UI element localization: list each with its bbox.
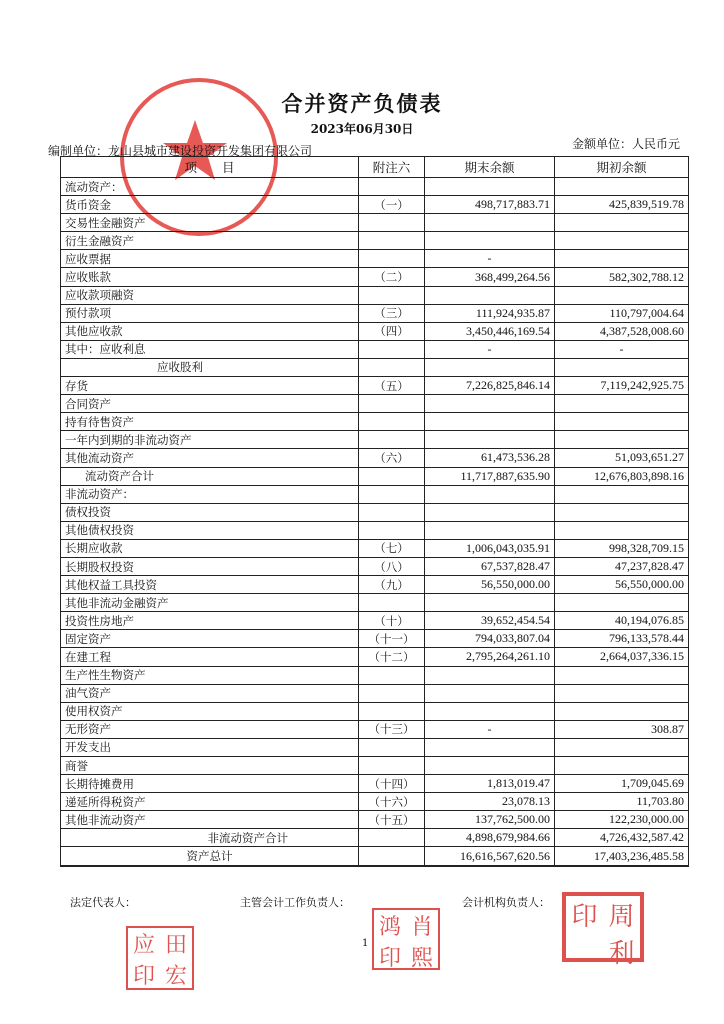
col-header-item: 项 目 [61, 157, 359, 178]
row-begin-balance [555, 395, 689, 413]
row-begin-balance: 11,703.80 [555, 793, 689, 811]
table-row [61, 630, 689, 648]
row-note-ref: （四） [359, 322, 425, 340]
row-item-label: 非流动资产合计 [61, 829, 359, 847]
row-note-ref: （二） [359, 268, 425, 286]
row-begin-balance: - [555, 340, 689, 358]
row-note-ref [359, 358, 425, 376]
stamp-char: 田 [164, 933, 187, 958]
row-item-label: 应收票据 [61, 250, 359, 268]
row-end-balance: 39,652,454.54 [425, 612, 555, 630]
row-note-ref: （十） [359, 612, 425, 630]
row-item-label: 应收账款 [61, 268, 359, 286]
row-note-ref: （十四） [359, 775, 425, 793]
row-end-balance: 7,226,825,846.14 [425, 377, 555, 395]
row-end-balance: - [425, 720, 555, 738]
row-end-balance [425, 178, 555, 196]
accounting-head-stamp [372, 908, 440, 970]
table-row [61, 648, 689, 666]
currency-unit: 金额单位：人民币元 [571, 137, 680, 151]
row-begin-balance: 4,387,528,008.60 [555, 322, 689, 340]
row-end-balance: 3,450,446,169.54 [425, 322, 555, 340]
row-end-balance [425, 684, 555, 702]
table-row [61, 576, 689, 594]
row-begin-balance [555, 250, 689, 268]
row-item-label: 固定资产 [61, 630, 359, 648]
table-row [61, 539, 689, 557]
row-item-label: 其他非流动金融资产 [61, 594, 359, 612]
row-begin-balance: 17,403,236,485.58 [555, 847, 689, 866]
accounting-dept-label: 会计机构负责人： [462, 896, 550, 909]
row-begin-balance [555, 702, 689, 720]
row-end-balance [425, 395, 555, 413]
row-begin-balance: 12,676,803,898.16 [555, 467, 689, 485]
col-header-note: 附注六 [359, 157, 425, 178]
row-end-balance: 111,924,935.87 [425, 304, 555, 322]
table-row [61, 775, 689, 793]
stamp-char: 周 [608, 902, 635, 932]
row-item-label: 预付款项 [61, 304, 359, 322]
table-row [61, 847, 689, 866]
row-begin-balance [555, 286, 689, 304]
table-row [61, 178, 689, 196]
row-end-balance: - [425, 340, 555, 358]
table-row [61, 793, 689, 811]
row-begin-balance [555, 521, 689, 539]
row-note-ref: （一） [359, 196, 425, 214]
row-end-balance: 794,033,807.04 [425, 630, 555, 648]
table-row [61, 684, 689, 702]
row-note-ref: （十六） [359, 793, 425, 811]
row-note-ref [359, 413, 425, 431]
row-end-balance: 16,616,567,620.56 [425, 847, 555, 866]
row-begin-balance [555, 684, 689, 702]
row-note-ref [359, 395, 425, 413]
row-item-label: 债权投资 [61, 503, 359, 521]
table-row [61, 757, 689, 775]
row-end-balance: 498,717,883.71 [425, 196, 555, 214]
table-row [61, 449, 689, 467]
row-end-balance: 2,795,264,261.10 [425, 648, 555, 666]
row-note-ref [359, 757, 425, 775]
table-row [61, 413, 689, 431]
table-row [61, 594, 689, 612]
accounting-head-label: 主管会计工作负责人： [240, 896, 350, 909]
row-item-label: 其中：应收利息 [61, 340, 359, 358]
row-note-ref [359, 286, 425, 304]
row-begin-balance [555, 232, 689, 250]
row-end-balance [425, 738, 555, 756]
row-note-ref: （七） [359, 539, 425, 557]
accounting-dept-stamp [562, 892, 644, 969]
row-begin-balance: 51,093,651.27 [555, 449, 689, 467]
compiler-unit: 编制单位：龙山县城市建设投资开发集团有限公司 [48, 144, 313, 158]
row-begin-balance [555, 666, 689, 684]
table-row [61, 521, 689, 539]
table-row [61, 467, 689, 485]
row-end-balance: 137,762,500.00 [425, 811, 555, 829]
table-header-row [61, 157, 689, 178]
legal-rep-label: 法定代表人： [70, 896, 136, 909]
stamp-char: 印 [132, 964, 155, 989]
row-note-ref [359, 232, 425, 250]
row-item-label: 资产总计 [61, 847, 359, 866]
stamp-char: 印 [378, 946, 401, 971]
row-begin-balance [555, 214, 689, 232]
table-row [61, 720, 689, 738]
table-row [61, 557, 689, 575]
row-end-balance [425, 214, 555, 232]
row-item-label: 使用权资产 [61, 702, 359, 720]
row-note-ref [359, 250, 425, 268]
row-note-ref: （三） [359, 304, 425, 322]
row-item-label: 衍生金融资产 [61, 232, 359, 250]
balance-sheet-table [60, 156, 689, 867]
table-row [61, 738, 689, 756]
row-end-balance: 4,898,679,984.66 [425, 829, 555, 847]
table-row [61, 286, 689, 304]
row-begin-balance: 308.87 [555, 720, 689, 738]
table-row [61, 666, 689, 684]
table-row [61, 304, 689, 322]
row-end-balance: 61,473,536.28 [425, 449, 555, 467]
row-begin-balance: 425,839,519.78 [555, 196, 689, 214]
row-begin-balance: 122,230,000.00 [555, 811, 689, 829]
table-row [61, 829, 689, 847]
row-item-label: 存货 [61, 377, 359, 395]
row-begin-balance [555, 178, 689, 196]
table-row [61, 702, 689, 720]
row-begin-balance: 1,709,045.69 [555, 775, 689, 793]
row-begin-balance: 4,726,432,587.42 [555, 829, 689, 847]
row-item-label: 流动资产合计 [61, 467, 359, 485]
row-begin-balance: 2,664,037,336.15 [555, 648, 689, 666]
row-end-balance [425, 431, 555, 449]
row-item-label: 应收股利 [61, 358, 359, 376]
page-number: 1 [362, 938, 369, 949]
row-note-ref [359, 214, 425, 232]
row-item-label: 一年内到期的非流动资产 [61, 431, 359, 449]
row-end-balance: 23,078.13 [425, 793, 555, 811]
row-item-label: 非流动资产： [61, 485, 359, 503]
row-item-label: 持有待售资产 [61, 413, 359, 431]
page-title: 合并资产负债表 [281, 91, 443, 116]
stamp-char: 鸿 [378, 915, 401, 940]
row-note-ref [359, 847, 425, 866]
row-end-balance: 56,550,000.00 [425, 576, 555, 594]
table-row [61, 232, 689, 250]
row-note-ref: （十二） [359, 648, 425, 666]
stamp-char: 熙 [410, 946, 433, 971]
row-begin-balance: 796,133,578.44 [555, 630, 689, 648]
row-end-balance: 67,537,828.47 [425, 557, 555, 575]
row-end-balance: 11,717,887,635.90 [425, 467, 555, 485]
row-note-ref: （十一） [359, 630, 425, 648]
row-item-label: 在建工程 [61, 648, 359, 666]
row-note-ref [359, 467, 425, 485]
row-begin-balance: 110,797,004.64 [555, 304, 689, 322]
row-end-balance [425, 521, 555, 539]
row-item-label: 其他债权投资 [61, 521, 359, 539]
row-note-ref: （十三） [359, 720, 425, 738]
row-begin-balance: 998,328,709.15 [555, 539, 689, 557]
row-item-label: 其他权益工具投资 [61, 576, 359, 594]
row-note-ref [359, 521, 425, 539]
table-row [61, 395, 689, 413]
row-item-label: 油气资产 [61, 684, 359, 702]
col-header-end-balance: 期末余额 [425, 157, 555, 178]
row-item-label: 开发支出 [61, 738, 359, 756]
row-begin-balance [555, 594, 689, 612]
row-item-label: 长期应收款 [61, 539, 359, 557]
row-begin-balance [555, 503, 689, 521]
row-begin-balance [555, 413, 689, 431]
row-end-balance [425, 286, 555, 304]
row-item-label: 生产性生物资产 [61, 666, 359, 684]
row-item-label: 递延所得税资产 [61, 793, 359, 811]
row-end-balance [425, 666, 555, 684]
row-item-label: 商誉 [61, 757, 359, 775]
row-note-ref [359, 829, 425, 847]
row-begin-balance: 40,194,076.85 [555, 612, 689, 630]
row-note-ref [359, 503, 425, 521]
row-begin-balance [555, 358, 689, 376]
table-row [61, 503, 689, 521]
row-end-balance [425, 485, 555, 503]
row-item-label: 应收款项融资 [61, 286, 359, 304]
row-begin-balance: 7,119,242,925.75 [555, 377, 689, 395]
row-begin-balance [555, 431, 689, 449]
row-item-label: 货币资金 [61, 196, 359, 214]
row-item-label: 投资性房地产 [61, 612, 359, 630]
row-note-ref: （十五） [359, 811, 425, 829]
table-row [61, 214, 689, 232]
row-note-ref [359, 340, 425, 358]
row-end-balance [425, 594, 555, 612]
row-begin-balance [555, 738, 689, 756]
row-note-ref: （五） [359, 377, 425, 395]
row-begin-balance: 47,237,828.47 [555, 557, 689, 575]
table-row [61, 250, 689, 268]
table-row [61, 322, 689, 340]
table-row [61, 340, 689, 358]
row-end-balance: 1,813,019.47 [425, 775, 555, 793]
row-end-balance [425, 757, 555, 775]
row-note-ref: （九） [359, 576, 425, 594]
row-begin-balance [555, 757, 689, 775]
row-end-balance: 1,006,043,035.91 [425, 539, 555, 557]
row-item-label: 其他流动资产 [61, 449, 359, 467]
row-end-balance: 368,499,264.56 [425, 268, 555, 286]
row-note-ref [359, 485, 425, 503]
table-row [61, 377, 689, 395]
row-end-balance [425, 413, 555, 431]
row-note-ref [359, 594, 425, 612]
report-date: 2023年06月30日 [310, 122, 414, 136]
row-end-balance [425, 358, 555, 376]
row-end-balance [425, 702, 555, 720]
row-item-label: 交易性金融资产 [61, 214, 359, 232]
row-note-ref [359, 178, 425, 196]
row-note-ref [359, 684, 425, 702]
stamp-char: 印 [571, 902, 598, 932]
row-item-label: 其他非流动资产 [61, 811, 359, 829]
row-item-label: 长期股权投资 [61, 557, 359, 575]
table-row [61, 612, 689, 630]
row-note-ref: （六） [359, 449, 425, 467]
row-note-ref: （八） [359, 557, 425, 575]
row-note-ref [359, 738, 425, 756]
col-header-begin-balance: 期初余额 [555, 157, 689, 178]
row-item-label: 其他应收款 [61, 322, 359, 340]
row-begin-balance [555, 485, 689, 503]
row-begin-balance: 56,550,000.00 [555, 576, 689, 594]
stamp-char: 肖 [410, 915, 433, 940]
row-item-label: 无形资产 [61, 720, 359, 738]
stamp-char: 利 [608, 939, 635, 969]
stamp-char: 宏 [164, 964, 187, 989]
stamp-char: 应 [132, 933, 155, 958]
row-begin-balance: 582,302,788.12 [555, 268, 689, 286]
row-note-ref [359, 666, 425, 684]
table-row [61, 196, 689, 214]
table-row [61, 431, 689, 449]
row-end-balance [425, 232, 555, 250]
row-note-ref [359, 431, 425, 449]
legal-rep-stamp [126, 926, 194, 990]
table-row [61, 485, 689, 503]
row-item-label: 流动资产： [61, 178, 359, 196]
row-end-balance [425, 503, 555, 521]
row-item-label: 合同资产 [61, 395, 359, 413]
row-item-label: 长期待摊费用 [61, 775, 359, 793]
table-row [61, 811, 689, 829]
row-note-ref [359, 702, 425, 720]
row-end-balance: - [425, 250, 555, 268]
table-row [61, 268, 689, 286]
table-row [61, 358, 689, 376]
